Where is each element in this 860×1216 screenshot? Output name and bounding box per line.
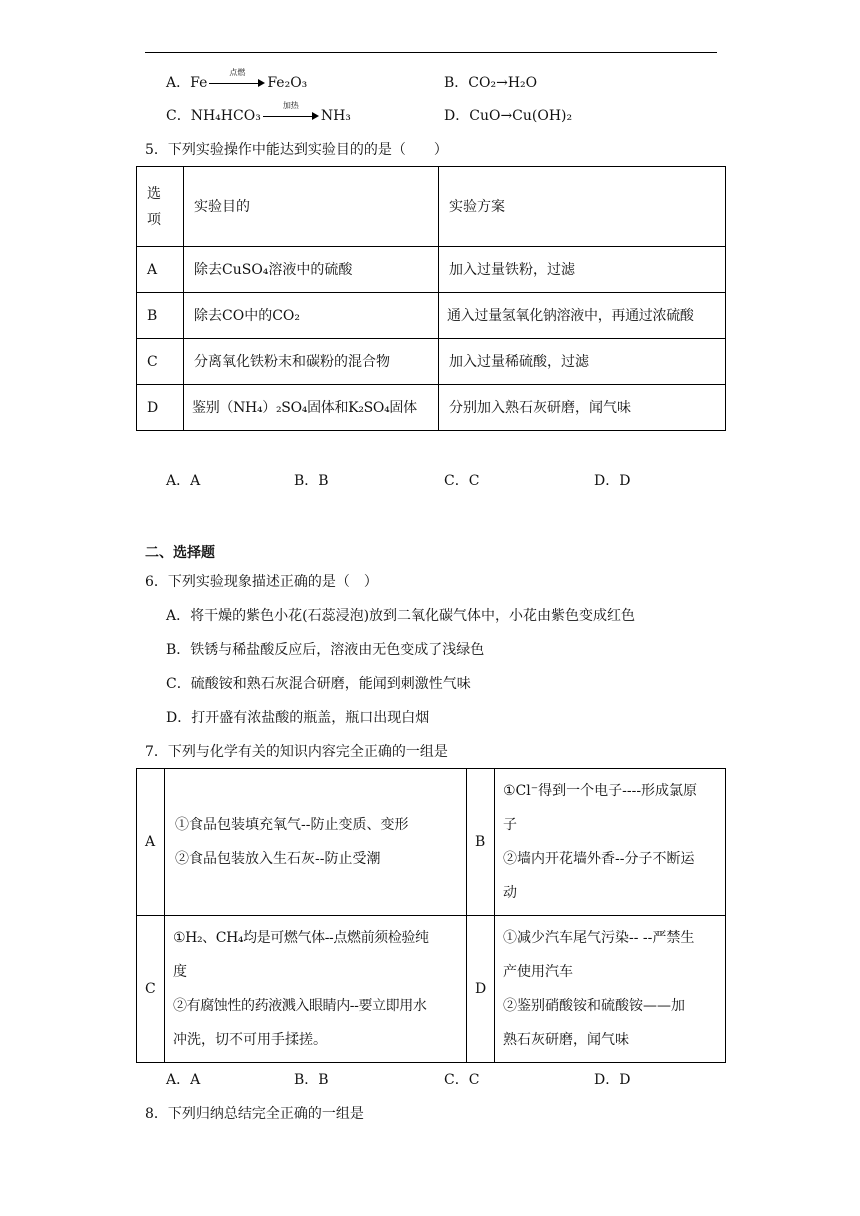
cell-line: ①Cl⁻得到一个电子----形成氯原 <box>503 783 698 799</box>
row-option: C <box>137 339 184 385</box>
cell-label-c: C <box>137 916 165 1063</box>
cell-line: 子 <box>503 817 517 833</box>
header-plan-cell: 实验方案 <box>439 167 726 247</box>
cell-c <box>165 916 467 1063</box>
q6-option-d[interactable]: D．打开盛有浓盐酸的瓶盖，瓶口出现白烟 <box>166 710 430 726</box>
row-plan: 加入过量稀硫酸，过滤 <box>439 339 726 385</box>
table-row <box>137 339 726 385</box>
q5-answer-a[interactable]: A．A <box>166 473 201 489</box>
row-option: D <box>137 385 184 431</box>
option-letter: A． <box>166 75 191 91</box>
row-goal: 鉴别（NH₄）₂SO₄固体和K₂SO₄固体 <box>184 385 439 431</box>
q4-option-a[interactable] <box>166 68 308 93</box>
cell-line: ②有腐蚀性的药液溅入眼睛内--要立即用水 <box>173 998 427 1014</box>
row-plan: 分别加入熟石灰研磨，闻气味 <box>439 385 726 431</box>
row-plan: 通入过量氢氧化钠溶液中，再通过浓硫酸 <box>439 293 726 339</box>
reactant: Fe <box>190 75 208 91</box>
header-text: 项 <box>147 211 161 228</box>
option-letter: B． <box>444 75 469 91</box>
cell-line: ②鉴别硝酸铵和硫酸铵——加 <box>503 998 685 1014</box>
reaction-condition: 点燃 <box>229 68 246 77</box>
row-option: A <box>137 247 184 293</box>
cell-label-d: D <box>467 916 495 1063</box>
product: NH₃ <box>320 108 351 124</box>
option-letter: D． <box>444 108 470 124</box>
q6-option-c[interactable]: C．硫酸铵和熟石灰混合研磨，能闻到刺激性气味 <box>166 676 471 692</box>
row-goal: 除去CO中的CO₂ <box>184 293 439 339</box>
row-goal: 分离氧化铁粉末和碳粉的混合物 <box>184 339 439 385</box>
header-rule <box>145 52 717 53</box>
cell-line: 产使用汽车 <box>503 964 573 980</box>
cell-d <box>495 916 726 1063</box>
q7-table <box>136 768 726 1063</box>
reaction-condition: 加热 <box>282 101 299 110</box>
q7-answer-d[interactable]: D．D <box>594 1072 631 1088</box>
header-text: 选 <box>147 185 161 202</box>
q5-answer-b[interactable]: B．B <box>294 473 329 489</box>
table-row <box>137 916 726 1063</box>
q7-stem: 7．下列与化学有关的知识内容完全正确的一组是 <box>145 744 448 760</box>
cell-line: ①H₂、CH₄均是可燃气体--点燃前须检验纯 <box>173 930 429 946</box>
cell-line: ①食品包装填充氧气--防止变质、变形 <box>175 817 409 833</box>
reaction-arrow <box>209 68 265 88</box>
reaction-arrow <box>263 101 319 121</box>
q7-answer-a[interactable]: A．A <box>166 1072 201 1088</box>
table-row <box>137 385 726 431</box>
q6-option-b[interactable]: B．铁锈与稀盐酸反应后，溶液由无色变成了浅绿色 <box>166 642 485 658</box>
q5-answer-d[interactable]: D．D <box>594 473 631 489</box>
product: Fe₂O₃ <box>267 75 308 91</box>
q4-option-b[interactable] <box>444 73 537 93</box>
row-option: B <box>137 293 184 339</box>
table-header-row <box>137 167 726 247</box>
row-plan: 加入过量铁粉，过滤 <box>439 247 726 293</box>
cell-line: ②墙内开花墙外香--分子不断运 <box>503 851 695 867</box>
q5-stem: 5．下列实验操作中能达到实验目的的是（ ） <box>145 142 448 158</box>
q7-answer-b[interactable]: B．B <box>294 1072 329 1088</box>
cell-label-a: A <box>137 769 165 916</box>
q5-table <box>136 166 726 431</box>
row-goal: 除去CuSO₄溶液中的硫酸 <box>184 247 439 293</box>
q7-answer-c[interactable]: C．C <box>444 1072 480 1088</box>
option-letter: C． <box>166 108 191 124</box>
cell-label-b: B <box>467 769 495 916</box>
q5-answer-c[interactable]: C．C <box>444 473 480 489</box>
cell-b <box>495 769 726 916</box>
cell-line: 动 <box>503 885 517 901</box>
section-title: 二、选择题 <box>145 545 215 561</box>
q8-stem: 8．下列归纳总结完全正确的一组是 <box>145 1106 364 1122</box>
cell-line: 度 <box>173 964 187 980</box>
table-row <box>137 769 726 916</box>
header-option-cell <box>137 167 184 247</box>
reactant: NH₄HCO₃ <box>190 108 261 124</box>
cell-a <box>165 769 467 916</box>
q6-stem: 6．下列实验现象描述正确的是（ ） <box>145 574 378 590</box>
q4-option-c[interactable] <box>166 101 351 126</box>
option-text: CuO→Cu(OH)₂ <box>469 108 573 124</box>
option-text: CO₂→H₂O <box>468 75 538 91</box>
header-goal-cell: 实验目的 <box>184 167 439 247</box>
cell-line: 冲洗，切不可用手揉搓。 <box>173 1032 327 1048</box>
cell-line: 熟石灰研磨，闻气味 <box>503 1032 629 1048</box>
q4-option-d[interactable] <box>444 106 572 126</box>
table-row <box>137 293 726 339</box>
q6-option-a[interactable]: A．将干燥的紫色小花(石蕊浸泡)放到二氧化碳气体中，小花由紫色变成红色 <box>166 608 636 624</box>
table-row <box>137 247 726 293</box>
cell-line: ①减少汽车尾气污染-- --严禁生 <box>503 930 695 946</box>
cell-line: ②食品包装放入生石灰--防止受潮 <box>175 851 381 867</box>
